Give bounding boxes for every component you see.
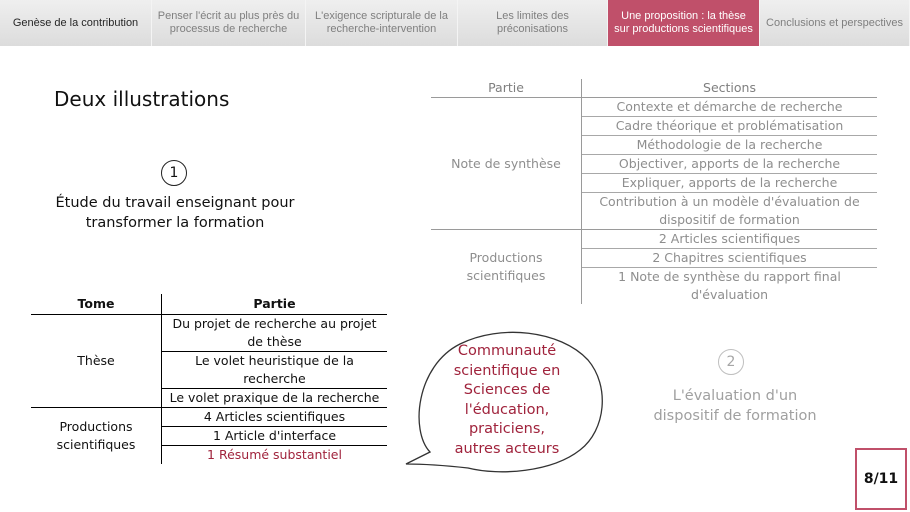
table-row bbox=[31, 408, 387, 427]
part-cell: Le volet praxique de la recherche bbox=[162, 389, 388, 408]
slide-title: Deux illustrations bbox=[54, 87, 230, 111]
part-cell: 1 Article d'interface bbox=[162, 427, 388, 446]
section-cell: 2 Chapitres scientifiques bbox=[582, 249, 878, 268]
section-cell: Contribution à un modèle d'évaluation de dispositif de formation bbox=[582, 193, 878, 230]
nav-tab-genese[interactable]: Genèse de la contribution bbox=[0, 0, 152, 46]
table-row bbox=[431, 230, 877, 249]
bubble-line: l'éducation, bbox=[464, 401, 550, 418]
part-cell: 4 Articles scientifiques bbox=[162, 408, 388, 427]
part-cell: Du projet de recherche au projet de thèse bbox=[162, 315, 388, 352]
header-partie: Partie bbox=[162, 294, 388, 315]
partie-cell: Note de synthèse bbox=[431, 98, 582, 230]
speech-bubble-text bbox=[432, 342, 582, 459]
nav-tab-conclusions[interactable]: Conclusions et perspectives bbox=[760, 0, 910, 46]
header-sections: Sections bbox=[582, 79, 878, 98]
section-cell: Objectiver, apports de la recherche bbox=[582, 155, 878, 174]
nav-tab-proposition[interactable]: Une proposition : la thèse sur productions scientifiques bbox=[608, 0, 760, 46]
bubble-line: Communauté bbox=[457, 343, 557, 359]
bubble-line: autres acteurs bbox=[454, 440, 560, 457]
illustration-1-number: 1 bbox=[161, 160, 187, 186]
illustration-1-caption-line1: Étude du travail enseignant pour bbox=[55, 195, 295, 211]
section-navigation bbox=[0, 0, 910, 46]
section-cell: Cadre théorique et problématisation bbox=[582, 117, 878, 136]
thesis-structure-table bbox=[31, 294, 387, 464]
table-row bbox=[431, 98, 877, 117]
evaluation-structure-table bbox=[431, 79, 877, 304]
section-cell: Contexte et démarche de recherche bbox=[582, 98, 878, 117]
bubble-line: Sciences de bbox=[463, 382, 551, 398]
partie-cell: Productions scientifiques bbox=[431, 230, 582, 305]
illustration-1-caption-line2: transformer la formation bbox=[85, 215, 265, 231]
illustration-2-caption bbox=[630, 386, 840, 426]
illustration-1-caption bbox=[30, 193, 320, 233]
nav-tab-exigence-scripturale[interactable]: L'exigence scripturale de la recherche-intervention bbox=[306, 0, 458, 46]
page-number: 8/11 bbox=[855, 448, 907, 510]
table-row bbox=[31, 315, 387, 352]
tome-cell: Thèse bbox=[31, 315, 162, 408]
part-cell: Le volet heuristique de la recherche bbox=[162, 352, 388, 389]
bubble-line: praticiens, bbox=[468, 421, 546, 437]
bubble-line: scientifique en bbox=[453, 362, 561, 379]
section-cell: Méthodologie de la recherche bbox=[582, 136, 878, 155]
illustration-2-number: 2 bbox=[718, 349, 744, 375]
table-header-row bbox=[31, 294, 387, 315]
illustration-2-caption-line1: L'évaluation d'un bbox=[672, 388, 798, 404]
header-partie: Partie bbox=[431, 79, 582, 98]
section-cell: Expliquer, apports de la recherche bbox=[582, 174, 878, 193]
nav-tab-penser-ecrit[interactable]: Penser l'écrit au plus près du processus de recherche bbox=[152, 0, 306, 46]
table-header-row bbox=[431, 79, 877, 98]
illustration-2-caption-line2: dispositif de formation bbox=[653, 408, 817, 424]
header-tome: Tome bbox=[31, 294, 162, 315]
tome-cell: Productions scientifiques bbox=[31, 408, 162, 465]
nav-tab-limites[interactable]: Les limites des préconisations bbox=[458, 0, 608, 46]
part-cell-highlight: 1 Résumé substantiel bbox=[207, 447, 342, 462]
section-cell: 2 Articles scientifiques bbox=[582, 230, 878, 249]
section-cell: 1 Note de synthèse du rapport final d'évaluation bbox=[618, 269, 841, 302]
